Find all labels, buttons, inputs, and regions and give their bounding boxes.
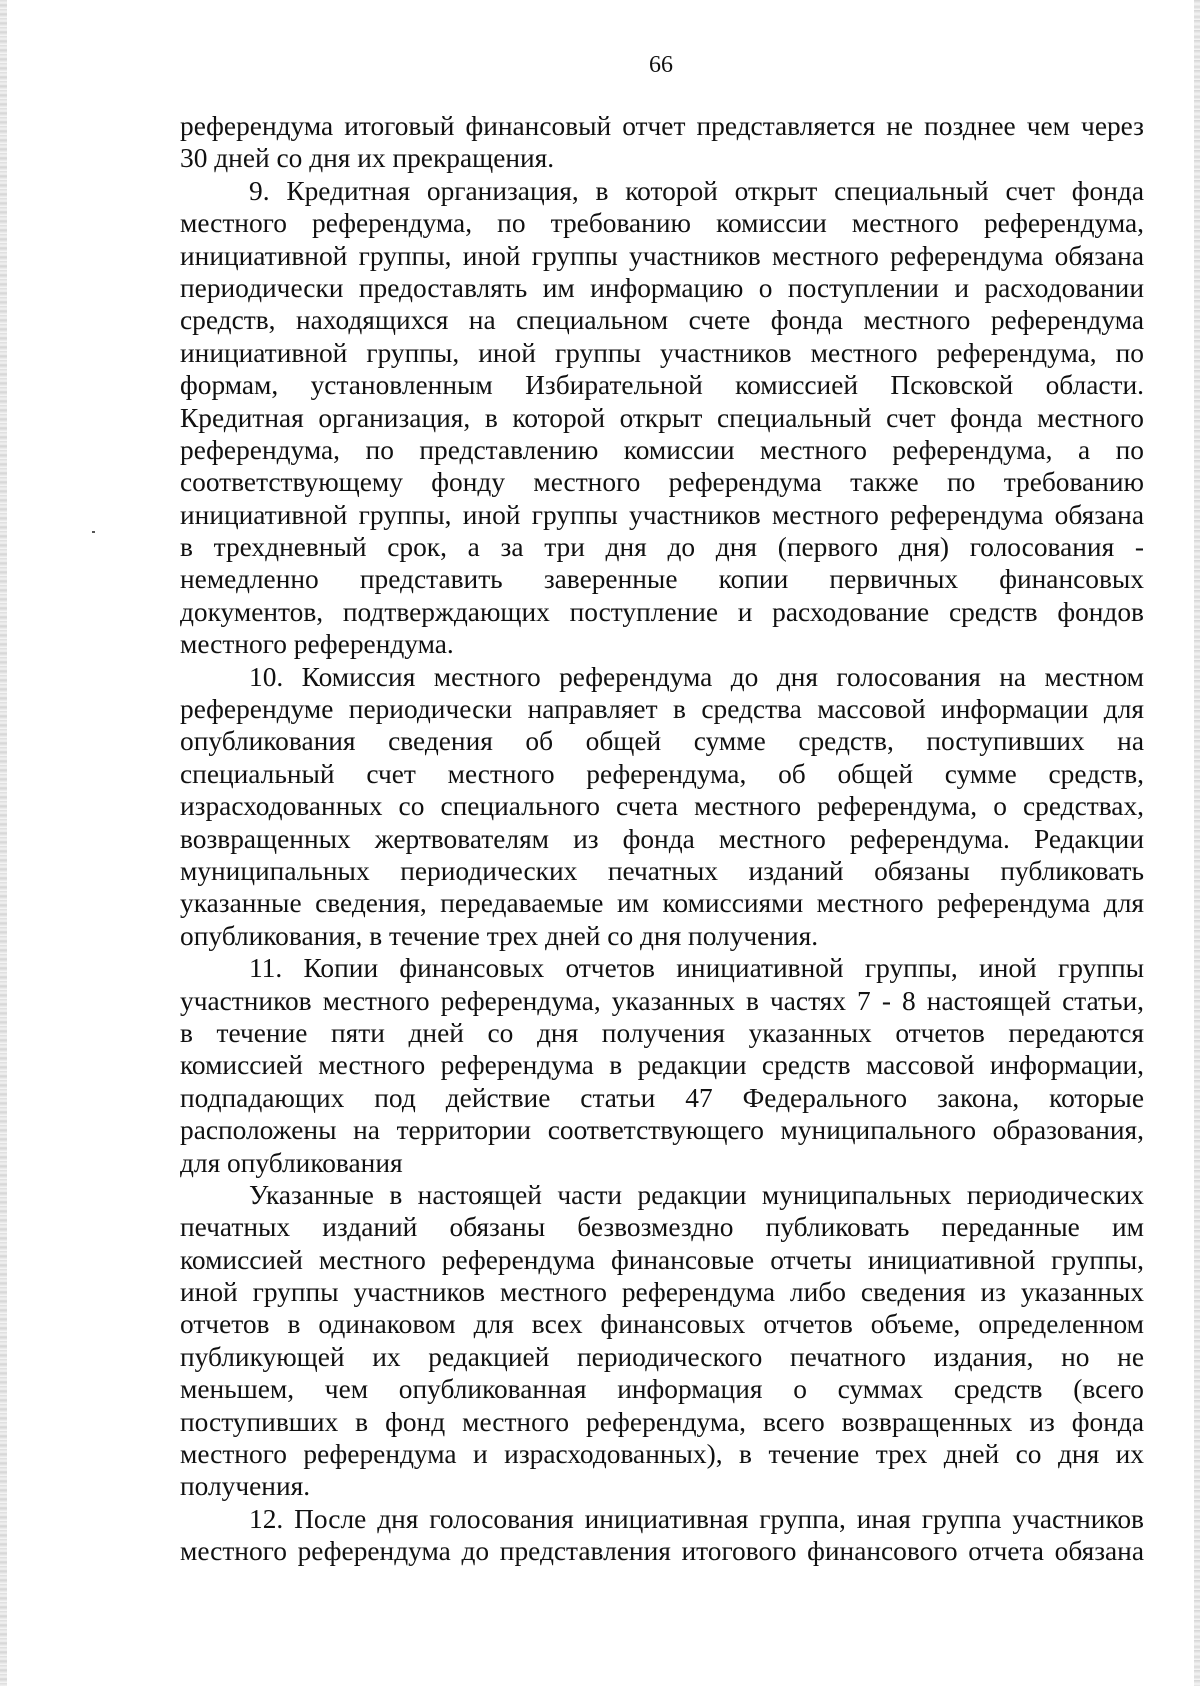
text-line: специальный счет местного референдума, об общей сумме средств, xyxy=(180,758,1144,789)
text-line: местного референдума, по требованию комиссии местного референдума, xyxy=(180,208,1144,239)
text-line: комиссией местного референдума в редакции средств массовой информации, xyxy=(180,1050,1144,1081)
text-line: подпадающих под действие статьи 47 Федерального закона, которые xyxy=(180,1082,1144,1113)
text-line: получения. xyxy=(180,1471,311,1502)
text-line: местного референдума. xyxy=(180,629,454,660)
text-line: указанные сведения, передаваемые им комиссиями местного референдума для xyxy=(180,888,1144,919)
text-line: Указанные в настоящей части редакции муниципальных периодических xyxy=(249,1179,1144,1210)
text-line: публикующей их редакцией периодического печатного издания, но не xyxy=(180,1341,1144,1372)
text-line: формам, установленным Избирательной комиссией Псковской области. xyxy=(180,370,1144,401)
text-line: инициативной группы, иной группы участников местного референдума обязана xyxy=(180,499,1144,530)
text-line: отчетов в одинаковом для всех финансовых отчетов объеме, определенном xyxy=(180,1309,1144,1340)
text-line: 30 дней со дня их прекращения. xyxy=(180,143,555,174)
text-line: участников местного референдума, указанных в частях 7 - 8 настоящей статьи, xyxy=(180,985,1144,1016)
scan-speck xyxy=(92,531,95,533)
text-line: возвращенных жертвователям из фонда местного референдума. Редакции xyxy=(180,823,1144,854)
text-line: поступивших в фонд местного референдума, всего возвращенных из фонда xyxy=(180,1406,1144,1437)
text-line: местного референдума и израсходованных), в течение трех дней со дня их xyxy=(180,1439,1144,1470)
text-line: иной группы участников местного референдума либо сведения из указанных xyxy=(180,1277,1144,1308)
text-line: в течение пяти дней со дня получения указанных отчетов передаются xyxy=(180,1017,1144,1048)
page-number: 66 xyxy=(649,52,673,78)
text-line: средств, находящихся на специальном счете фонда местного референдума xyxy=(180,305,1144,336)
text-line: документов, подтверждающих поступление и расходование средств фондов xyxy=(180,596,1144,627)
text-line: муниципальных периодических печатных изданий обязаны публиковать xyxy=(180,855,1144,886)
text-line: 9. Кредитная организация, в которой открыт специальный счет фонда xyxy=(249,175,1144,206)
text-line: референдума, по представлению комиссии местного референдума, а по xyxy=(180,434,1144,465)
text-line: Кредитная организация, в которой открыт специальный счет фонда местного xyxy=(180,402,1144,433)
scan-left-edge xyxy=(0,0,7,1686)
text-line: референдума итоговый финансовый отчет представляется не позднее чем через xyxy=(180,111,1144,141)
text-line: 12. После дня голосования инициативная группа, иная группа участников xyxy=(249,1503,1144,1534)
text-line: в трехдневный срок, а за три дня до дня (первого дня) голосования - xyxy=(180,532,1144,563)
text-line: соответствующему фонду местного референдума также по требованию xyxy=(180,467,1144,498)
text-line: инициативной группы, иной группы участников местного референдума, по xyxy=(180,337,1144,368)
text-line: меньшем, чем опубликованная информация о суммах средств (всего xyxy=(180,1374,1144,1405)
text-line: 11. Копии финансовых отчетов инициативной группы, иной группы xyxy=(249,953,1144,984)
text-line: местного референдума до представления итогового финансового отчета обязана xyxy=(180,1536,1144,1567)
text-line: референдуме периодически направляет в средства массовой информации для xyxy=(180,694,1144,725)
text-line: периодически предоставлять им информацию о поступлении и расходовании xyxy=(180,272,1144,303)
document-body xyxy=(180,110,1144,1568)
text-line: опубликования сведения об общей сумме средств, поступивших на xyxy=(180,726,1144,757)
text-line: инициативной группы, иной группы участников местного референдума обязана xyxy=(180,240,1144,271)
text-line: комиссией местного референдума финансовые отчеты инициативной группы, xyxy=(180,1244,1144,1275)
text-line: печатных изданий обязаны безвозмездно публиковать переданные им xyxy=(180,1212,1144,1243)
text-line: 10. Комиссия местного референдума до дня голосования на местном xyxy=(249,661,1144,692)
text-line: для опубликования xyxy=(180,1147,403,1178)
text-line: опубликования, в течение трех дней со дня получения. xyxy=(180,920,819,951)
text-line: расположены на территории соответствующего муниципального образования, xyxy=(180,1115,1144,1146)
text-line: немедленно представить заверенные копии первичных финансовых xyxy=(180,564,1144,595)
text-line: израсходованных со специального счета местного референдума, о средствах, xyxy=(180,791,1144,822)
scan-right-edge xyxy=(1194,0,1200,1686)
